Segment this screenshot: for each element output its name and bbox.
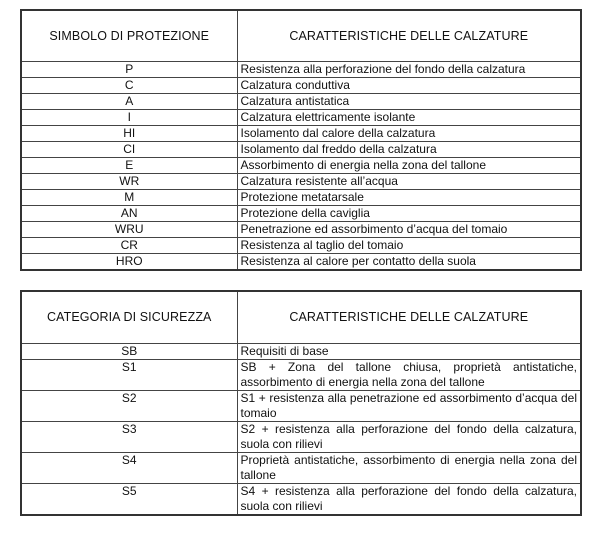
- column-header-characteristics: CARATTERISTICHE DELLE CALZATURE: [237, 10, 581, 62]
- symbol-cell: HRO: [21, 254, 237, 271]
- category-cell: S2: [21, 391, 237, 422]
- category-cell: S1: [21, 360, 237, 391]
- safety-categories-table: [20, 290, 582, 516]
- symbol-cell: M: [21, 190, 237, 206]
- symbol-cell: A: [21, 94, 237, 110]
- description-cell: Protezione della caviglia: [237, 206, 581, 222]
- table-header-row: [21, 291, 581, 344]
- description-cell: Calzatura elettricamente isolante: [237, 110, 581, 126]
- category-cell: S3: [21, 422, 237, 453]
- table-row: [21, 78, 581, 94]
- description-cell: Proprietà antistatiche, assorbimento di energia nella zona del tallone: [237, 453, 581, 484]
- column-header-characteristics: CARATTERISTICHE DELLE CALZATURE: [237, 291, 581, 344]
- symbol-cell: P: [21, 62, 237, 78]
- table-row: [21, 62, 581, 78]
- table-row: [21, 360, 581, 391]
- symbol-cell: E: [21, 158, 237, 174]
- table-row: [21, 126, 581, 142]
- table-row: [21, 110, 581, 126]
- description-cell: S1 + resistenza alla penetrazione ed assorbimento d’acqua del tomaio: [237, 391, 581, 422]
- table-row: [21, 238, 581, 254]
- table-row: [21, 142, 581, 158]
- symbol-cell: CI: [21, 142, 237, 158]
- category-cell: S4: [21, 453, 237, 484]
- description-cell: Assorbimento di energia nella zona del tallone: [237, 158, 581, 174]
- table-row: [21, 453, 581, 484]
- symbol-cell: WRU: [21, 222, 237, 238]
- description-cell: Protezione metatarsale: [237, 190, 581, 206]
- description-cell: Calzatura antistatica: [237, 94, 581, 110]
- description-cell: SB + Zona del tallone chiusa, proprietà antistatiche, assorbimento di energia nella zona del tallone: [237, 360, 581, 391]
- table-row: [21, 391, 581, 422]
- description-cell: Calzatura conduttiva: [237, 78, 581, 94]
- column-header-category: CATEGORIA DI SICUREZZA: [21, 291, 237, 344]
- table-row: [21, 174, 581, 190]
- description-cell: Resistenza al taglio del tomaio: [237, 238, 581, 254]
- description-cell: S4 + resistenza alla perforazione del fondo della calzatura, suola con rilievi: [237, 484, 581, 516]
- table-row: [21, 94, 581, 110]
- description-cell: S2 + resistenza alla perforazione del fondo della calzatura, suola con rilievi: [237, 422, 581, 453]
- table-header-row: [21, 10, 581, 62]
- category-cell: S5: [21, 484, 237, 516]
- table-row: [21, 254, 581, 271]
- table-row: [21, 422, 581, 453]
- symbol-cell: I: [21, 110, 237, 126]
- table-row: [21, 158, 581, 174]
- symbol-cell: HI: [21, 126, 237, 142]
- table-row: [21, 222, 581, 238]
- table-row: [21, 344, 581, 360]
- description-cell: Isolamento dal calore della calzatura: [237, 126, 581, 142]
- symbol-cell: WR: [21, 174, 237, 190]
- description-cell: Requisiti di base: [237, 344, 581, 360]
- description-cell: Isolamento dal freddo della calzatura: [237, 142, 581, 158]
- column-header-symbol: SIMBOLO DI PROTEZIONE: [21, 10, 237, 62]
- category-cell: SB: [21, 344, 237, 360]
- description-cell: Calzatura resistente all’acqua: [237, 174, 581, 190]
- description-cell: Resistenza al calore per contatto della suola: [237, 254, 581, 271]
- table-row: [21, 484, 581, 516]
- protection-symbols-table: [20, 9, 582, 271]
- description-cell: Resistenza alla perforazione del fondo della calzatura: [237, 62, 581, 78]
- symbol-cell: AN: [21, 206, 237, 222]
- description-cell: Penetrazione ed assorbimento d’acqua del tomaio: [237, 222, 581, 238]
- symbol-cell: CR: [21, 238, 237, 254]
- table-row: [21, 206, 581, 222]
- symbol-cell: C: [21, 78, 237, 94]
- table-row: [21, 190, 581, 206]
